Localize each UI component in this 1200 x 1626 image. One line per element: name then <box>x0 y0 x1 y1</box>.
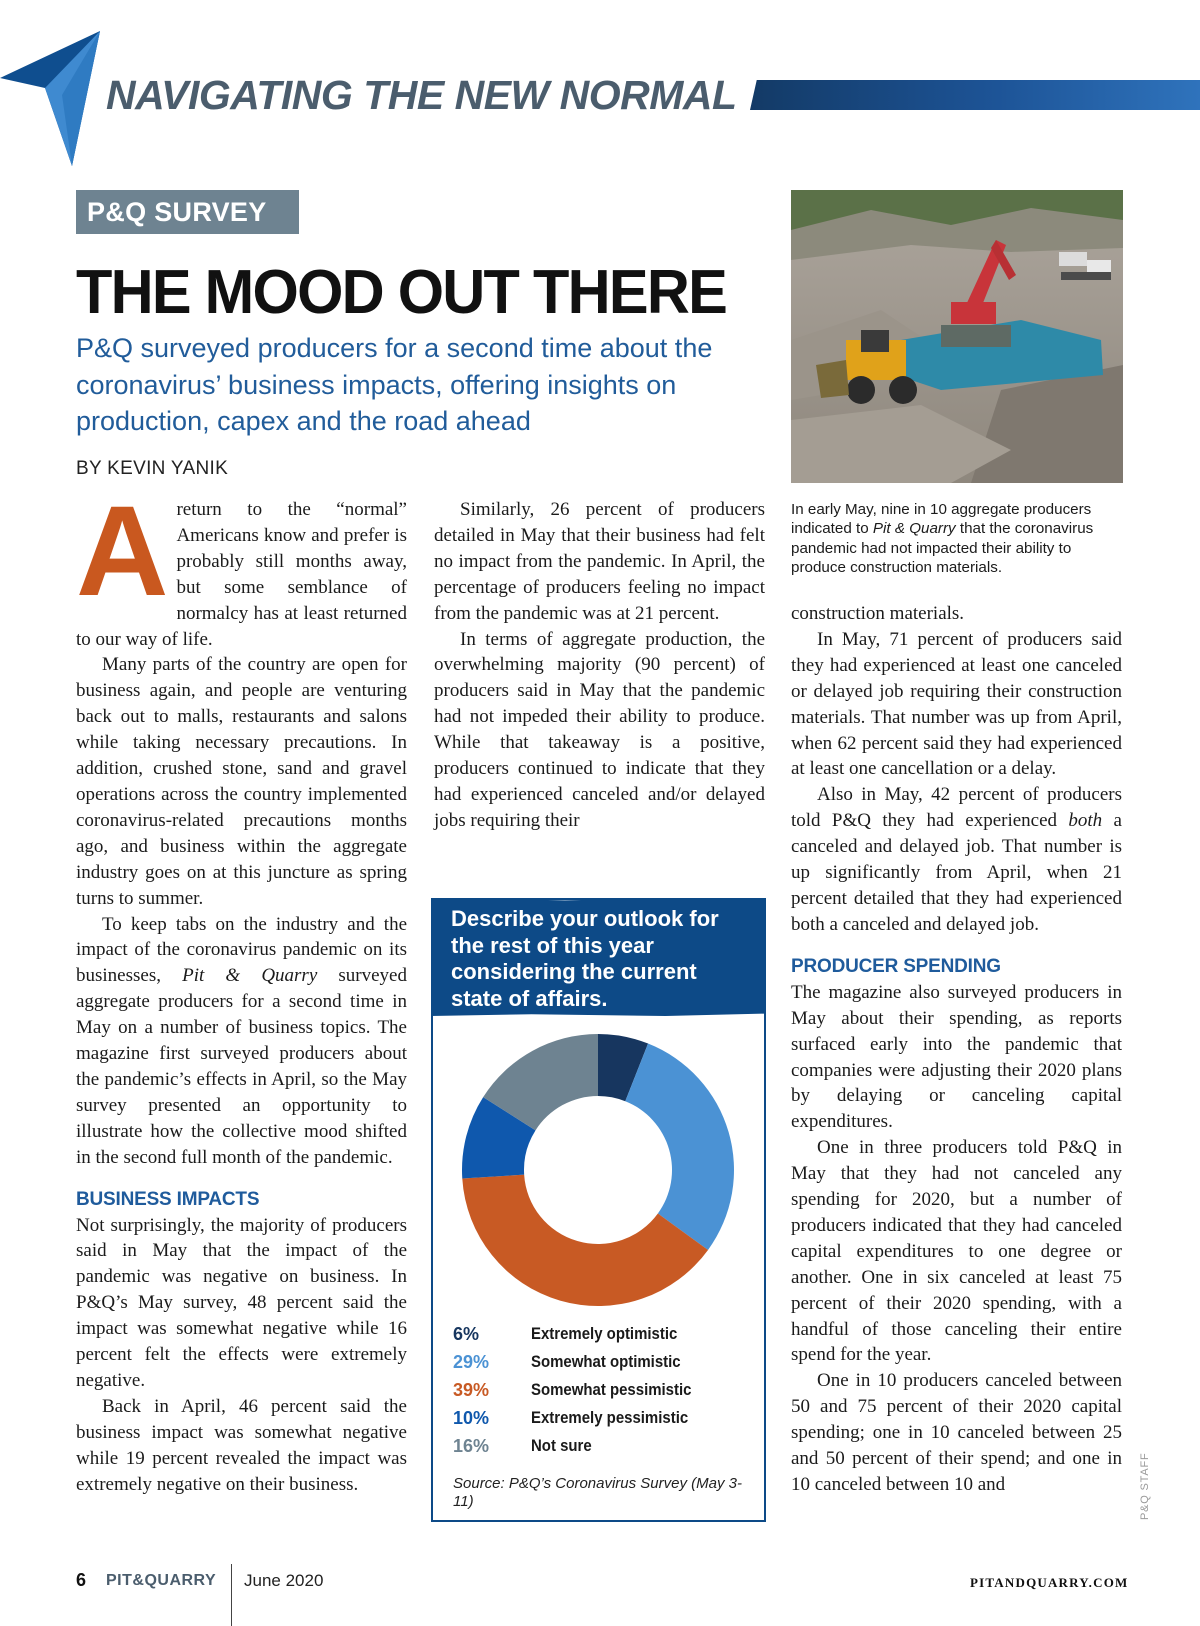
paragraph: Not surprisingly, the majority of producers said in May that the impact of the pandemic was negative on business. In P&Q’s May survey, 48 percent said the impact was somewhat negative while 16 percent felt the effects were extremely negative. <box>76 1214 407 1391</box>
paragraph-text: Also in May, 42 percent of producers told P&Q they had experienced <box>791 784 1122 832</box>
footer-divider <box>231 1564 232 1626</box>
legend-item <box>453 1432 753 1460</box>
caption-text: In early May, nine in 10 aggregate producers indicated to <box>791 501 1092 538</box>
publication-name: Pit & Quarry <box>872 520 956 538</box>
chart-legend <box>453 1320 753 1460</box>
paragraph-text: To keep tabs on the industry and the impact of the coronavirus pandemic on its businesses, <box>76 913 407 987</box>
paragraph <box>791 782 1122 937</box>
deck: P&Q surveyed producers for a second time about the coronavirus’ business impacts, offering insights on production, capex and the road ahead <box>76 333 713 436</box>
subhead-business-impacts: BUSINESS IMPACTS <box>76 1188 260 1210</box>
legend-label: Extremely pessimistic <box>531 1408 689 1427</box>
paragraph: One in 10 producers canceled between 50 and 75 percent of their 2020 capital spending; one in 10 canceled between 25 and 50 percent of their spend; and one in 10 canceled between 10 and <box>791 1370 1122 1495</box>
paragraph: The magazine also surveyed producers in May about their spending, as reports surfaced early into the pandemic that companies were adjusting their 2020 plans by delaying or canceling capital expenditures. <box>791 981 1122 1133</box>
issue-date: June 2020 <box>244 1571 324 1590</box>
paragraph: One in three producers told P&Q in May that they had not canceled any spending for 2020, but a number of producers indicated that they had canceled capital expenditures to one degree or another. One in six canceled at least 75 percent of their 2020 spending, with a handful of those canceling their entire spend for the year. <box>791 1137 1122 1366</box>
drop-cap: A <box>76 480 169 623</box>
banner-gradient-bar <box>750 80 1200 110</box>
survey-chart-box <box>431 898 766 1522</box>
byline: BY KEVIN YANIK <box>76 458 229 479</box>
legend-percent: 6% <box>453 1323 480 1344</box>
page-number: 6 <box>76 1570 87 1590</box>
section-label: P&Q SURVEY <box>76 190 299 234</box>
donut-chart <box>458 1030 738 1310</box>
article-column-1 <box>76 480 407 1498</box>
website-url[interactable]: PITANDQUARRY.COM <box>970 1575 1129 1590</box>
legend-percent: 16% <box>453 1435 490 1456</box>
legend-label: Not sure <box>531 1436 592 1455</box>
photo-credit: P&Q STAFF <box>1139 1452 1151 1520</box>
caption-text: that the coronavirus pandemic had not impacted their ability to produce construction materials. <box>791 520 1094 576</box>
quarry-photo <box>791 190 1123 483</box>
paragraph-text: a canceled and delayed job. That number is up significantly from April, when 21 percent detailed that they had experienced both a canceled and delayed job. <box>791 810 1122 935</box>
legend-label: Extremely optimistic <box>531 1324 678 1343</box>
legend-label: Somewhat optimistic <box>531 1352 681 1371</box>
photo-caption <box>791 500 1123 577</box>
banner-title: NAVIGATING THE NEW NORMAL <box>106 72 737 118</box>
publication-name-footer: PIT&QUARRY <box>106 1572 217 1589</box>
paragraph: construction materials. <box>791 603 965 624</box>
paragraph: Many parts of the country are open for business again, and people are venturing back out to malls, restaurants and salons while taking necessary precautions. In addition, crushed stone, sand and gravel operations across the country implemented coronavirus-related precautions months ago, and business within the aggregate industry goes on at this juncture as spring turns to summer. <box>76 654 407 909</box>
legend-item <box>453 1376 753 1404</box>
subhead-producer-spending: PRODUCER SPENDING <box>791 955 1001 977</box>
paragraph <box>76 480 407 652</box>
paragraph: In terms of aggregate production, the overwhelming majority (90 percent) of producers said in May that the pandemic had not impeded their ability to produce. While that takeaway is a positive, producers continued to indicate that they had experienced canceled and/or delayed jobs requiring their <box>434 628 765 831</box>
paragraph-text: surveyed aggregate producers for a second time in May on a number of business topics. The magazine first surveyed producers about the pandemic’s effects in April, so the May survey presented an opportunity to illustrate how the collective mood shifted in the second full month of the pandemic. <box>76 965 407 1168</box>
chart-title: Describe your outlook for the rest of this year considering the current state of affairs. <box>451 906 719 1011</box>
paragraph: Back in April, 46 percent said the business impact was somewhat negative while 19 percent revealed the impact was extremely negative on their business. <box>76 1395 407 1495</box>
legend-percent: 10% <box>453 1407 490 1428</box>
legend-item <box>453 1320 753 1348</box>
paragraph-text: return to the “normal” Americans know and prefer is probably still months away, but some semblance of normalcy has at least returned to our way of life. <box>76 499 407 650</box>
article-column-2 <box>434 497 765 834</box>
donut-slice-somewhat-optimistic <box>625 1044 734 1250</box>
banner-arrow-logo <box>0 30 110 170</box>
legend-label: Somewhat pessimistic <box>531 1380 692 1399</box>
legend-percent: 39% <box>453 1379 490 1400</box>
legend-item <box>453 1348 753 1376</box>
paragraph: Similarly, 26 percent of producers detailed in May that their business had felt no impact from the pandemic. In April, the percentage of producers feeling no impact from the pandemic was at 21 percent. <box>434 499 765 624</box>
article-column-3 <box>791 601 1122 1498</box>
emphasis-text: both <box>1068 810 1103 832</box>
chart-source: Source: P&Q’s Coronavirus Survey (May 3-11) <box>453 1475 742 1510</box>
paragraph: In May, 71 percent of producers said they had experienced at least one canceled or delayed job requiring their construction materials. That number was up from April, when 62 percent said they had experienced at least one cancellation or a delay. <box>791 628 1122 780</box>
paragraph <box>76 912 407 1171</box>
headline: THE MOOD OUT THERE <box>76 258 727 327</box>
legend-item <box>453 1404 753 1432</box>
publication-name: Pit & Quarry <box>182 965 318 987</box>
legend-percent: 29% <box>453 1351 490 1372</box>
